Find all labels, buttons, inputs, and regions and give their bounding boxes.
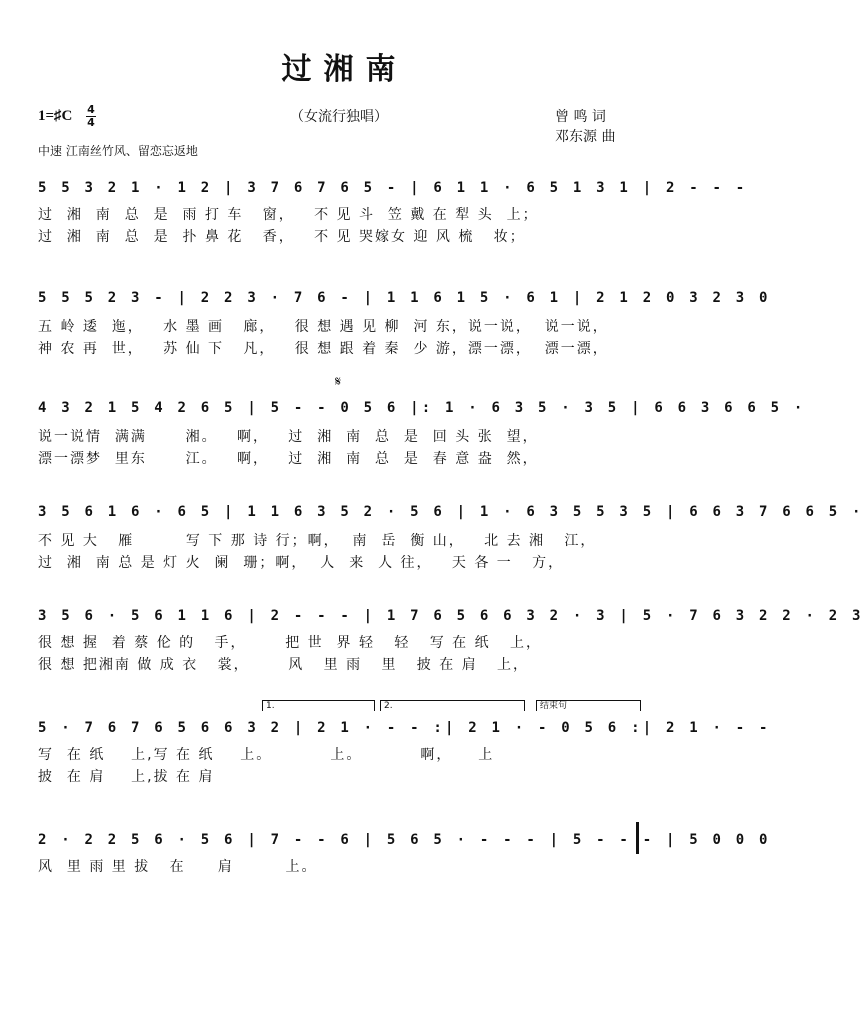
lyric-row-6-verse-1: 写 在 纸 上,写 在 纸 上。 上。 啊， 上 — [38, 747, 495, 763]
time-signature — [86, 104, 96, 129]
lyric-row-2-verse-2: 神 农 再 世， 苏 仙 下 凡， 很 想 跟 着 秦 少 游，漂一漂， 漂一漂， — [38, 341, 609, 357]
segno-icon: 𝄋 — [335, 374, 342, 390]
coda-ending-bracket: 结束句 — [536, 700, 641, 711]
lyric-row-5-verse-1: 很 想 握 着 蔡 伦 的 手， 把 世 界 轻 轻 写 在 纸 上， — [38, 635, 542, 651]
notation-row-6: 5 · 7 6 7 6 5 6 6 3 2 | 2 1 · - - :| 2 1 · - 0 5 6 :| 2 1 · - - — [38, 720, 771, 736]
key-signature: 1=♯C — [38, 108, 73, 124]
lyric-row-3-verse-1: 说一说情 满满 湘。 啊， 过 湘 南 总 是 回 头 张 望， — [38, 429, 539, 445]
lyric-row-1-verse-1: 过 湘 南 总 是 雨 打 车 窗， 不 见 斗 笠 戴 在 犁 头 上； — [38, 207, 539, 223]
notation-row-4: 3 5 6 1 6 · 6 5 | 1 1 6 3 5 2 · 5 6 | 1 · 6 3 5 5 3 5 | 6 6 3 7 6 6 5 · — [38, 504, 864, 520]
lyric-row-3-verse-2: 漂一漂梦 里东 江。 啊， 过 湘 南 总 是 春 意 盎 然， — [38, 451, 539, 467]
performance-note: （女流行独唱） — [290, 109, 388, 125]
notation-row-2: 5 5 5 2 3 - | 2 2 3 · 7 6 - | 1 1 6 1 5 · 6 1 | 2 1 2 0 3 2 3 0 — [38, 290, 771, 306]
lyric-row-2-verse-1: 五 岭 逶 迤， 水 墨 画 廊， 很 想 遇 见 柳 河 东，说一说， 说一说， — [38, 319, 609, 335]
notation-row-3: 4 3 2 1 5 4 2 6 5 | 5 - - 0 5 6 |: 1 · 6 3 5 · 3 5 | 6 6 3 6 6 5 · — [38, 400, 806, 416]
tempo-marking: 中速 江南丝竹风、留恋忘返地 — [38, 144, 198, 158]
lyricist: 曾 鸣 词 — [555, 109, 606, 125]
meter-top: 4 — [87, 103, 95, 116]
meter-bottom: 4 — [87, 116, 95, 129]
final-barline — [636, 822, 639, 854]
lyric-row-1-verse-2: 过 湘 南 总 是 扑 鼻 花 香， 不 见 哭嫁女 迎 风 梳 妆； — [38, 229, 526, 245]
second-ending-bracket: 2. — [380, 700, 525, 711]
lyric-row-5-verse-2: 很 想 把湘南 做 成 衣 裳， 风 里 雨 里 披 在 肩 上， — [38, 657, 530, 673]
lyric-row-4-verse-2: 过 湘 南 总 是 灯 火 阑 珊；啊， 人 来 人 往， 天 各 一 方， — [38, 555, 565, 571]
notation-row-1: 5 5 3 2 1 · 1 2 | 3 7 6 7 6 5 - | 6 1 1 · 6 5 1 3 1 | 2 - - - — [38, 180, 748, 196]
notation-row-7: 2 · 2 2 5 6 · 5 6 | 7 - - 6 | 5 6 5 · - - - | 5 - - - | 5 0 0 0 — [38, 832, 771, 848]
first-ending-bracket: 1. — [262, 700, 375, 711]
notation-row-5: 3 5 6 · 5 6 1 1 6 | 2 - - - | 1 7 6 5 6 6 3 2 · 3 | 5 · 7 6 3 2 2 · 2 3 — [38, 608, 864, 624]
composer: 邓东源 曲 — [555, 129, 616, 145]
lyric-row-4-verse-1: 不 见 大 雁 写 下 那 诗 行；啊， 南 岳 衡 山， 北 去 湘 江， — [38, 533, 597, 549]
lyric-row-7-verse-1: 风 里 雨 里 拔 在 肩 上。 — [38, 859, 318, 875]
lyric-row-6-verse-2: 披 在 肩 上,拔 在 肩 — [38, 769, 215, 785]
song-title: 过湘南 — [281, 52, 408, 87]
